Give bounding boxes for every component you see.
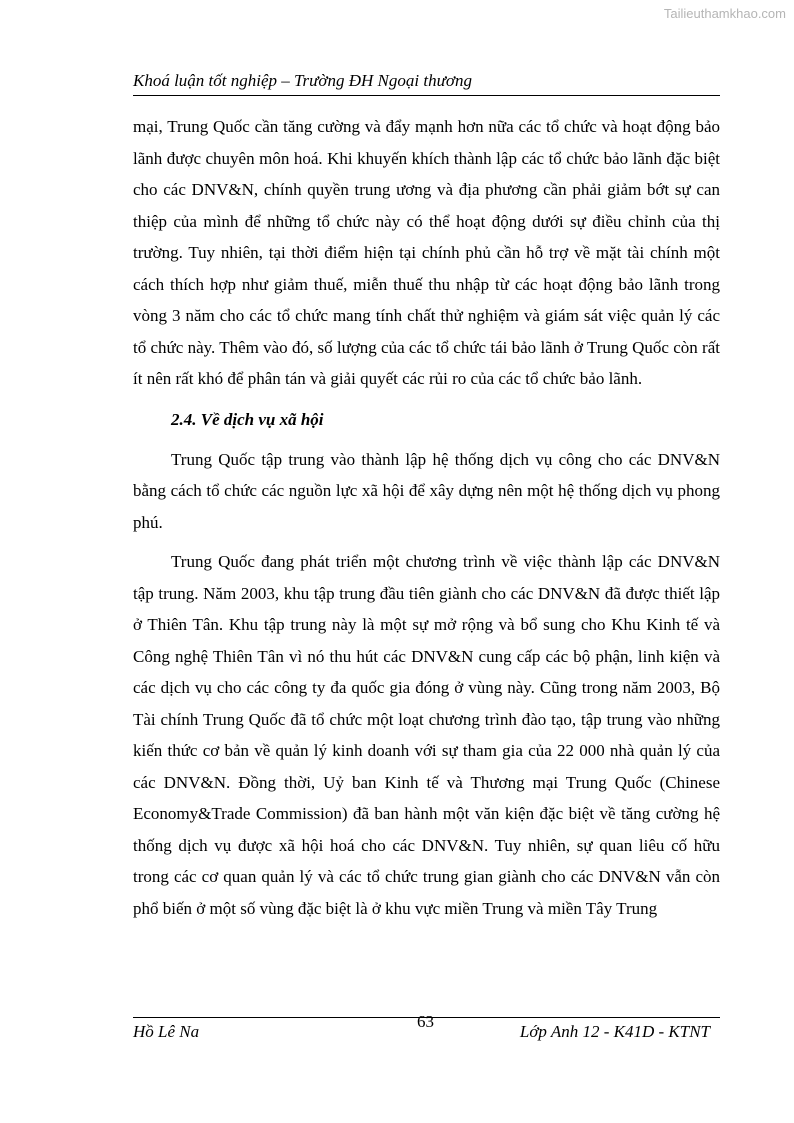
section-heading: 2.4. Về dịch vụ xã hội xyxy=(171,409,324,429)
paragraph-industrial-zones: Trung Quốc đang phát triển một chương trình về việc thành lập các DNV&N tập trung. Năm 2003, khu tập trung đầu tiên giành cho các DNV&N đã được thiết lập ở Thiên Tân. Khu tập trung này là một sự mở rộng và bổ sung cho Khu Kinh tế và Công nghệ Thiên Tân vì nó thu hút các DNV&N cung cấp các bộ phận, linh kiện và các dịch vụ cho các công ty đa quốc gia đóng ở vùng này. Cũng trong năm 2003, Bộ Tài chính Trung Quốc đã tổ chức một loạt chương trình đào tạo, tập trung vào những kiến thức cơ bản về quản lý kinh doanh với sự tham gia của 22 000 nhà quản lý của các DNV&N. Đồng thời, Uỷ ban Kinh tế và Thương mại Trung Quốc (Chinese Economy&Trade Commission) đã ban hành một văn kiện đặc biệt về tăng cường hệ thống dịch vụ được xã hội hoá cho các DNV&N. Tuy nhiên, sự quan liêu cố hữu trong các cơ quan quản lý và các tổ chức trung gian giành cho các DNV&N vẫn còn phổ biến ở một số vùng đặc biệt là ở khu vực miền Trung và miền Tây Trung xyxy=(133,552,720,918)
header-title: Khoá luận tốt nghiệp – Trường ĐH Ngoại thương xyxy=(133,71,472,90)
footer-class-info: Lớp Anh 12 - K41D - KTNT xyxy=(519,1022,710,1041)
paragraph-public-services: Trung Quốc tập trung vào thành lập hệ thống dịch vụ công cho các DNV&N bằng cách tổ chức các nguồn lực xã hội để xây dựng nên một hệ thống dịch vụ phong phú. xyxy=(133,449,720,532)
page-number: 63 xyxy=(417,1012,434,1031)
footer-author: Hồ Lê Na xyxy=(133,1022,200,1041)
document-body xyxy=(133,111,720,924)
paragraph-continued: mại, Trung Quốc cần tăng cường và đẩy mạnh hơn nữa các tổ chức và hoạt động bảo lãnh được chuyên môn hoá. Khi khuyến khích thành lập các tổ chức bảo lãnh đặc biệt cho các DNV&N, chính quyền trung ương và địa phương cần phải giảm bớt sự can thiệp của mình để những tổ chức này có thể hoạt động dưới sự điều chỉnh của thị trường. Tuy nhiên, tại thời điểm hiện tại chính phủ cần hỗ trợ về mặt tài chính một cách thích hợp như giảm thuế, miễn thuế thu nhập từ các hoạt động bảo lãnh trong vòng 3 năm cho các tổ chức mang tính chất thử nghiệm và giám sát việc quản lý các tổ chức này. Thêm vào đó, số lượng của các tổ chức tái bảo lãnh ở Trung Quốc còn rất ít nên rất khó để phân tán và giải quyết các rủi ro của các tổ chức bảo lãnh. xyxy=(133,117,720,388)
watermark: Tailieuthamkhao.com xyxy=(663,6,786,21)
page-header xyxy=(133,71,720,96)
page-footer xyxy=(133,1012,720,1045)
